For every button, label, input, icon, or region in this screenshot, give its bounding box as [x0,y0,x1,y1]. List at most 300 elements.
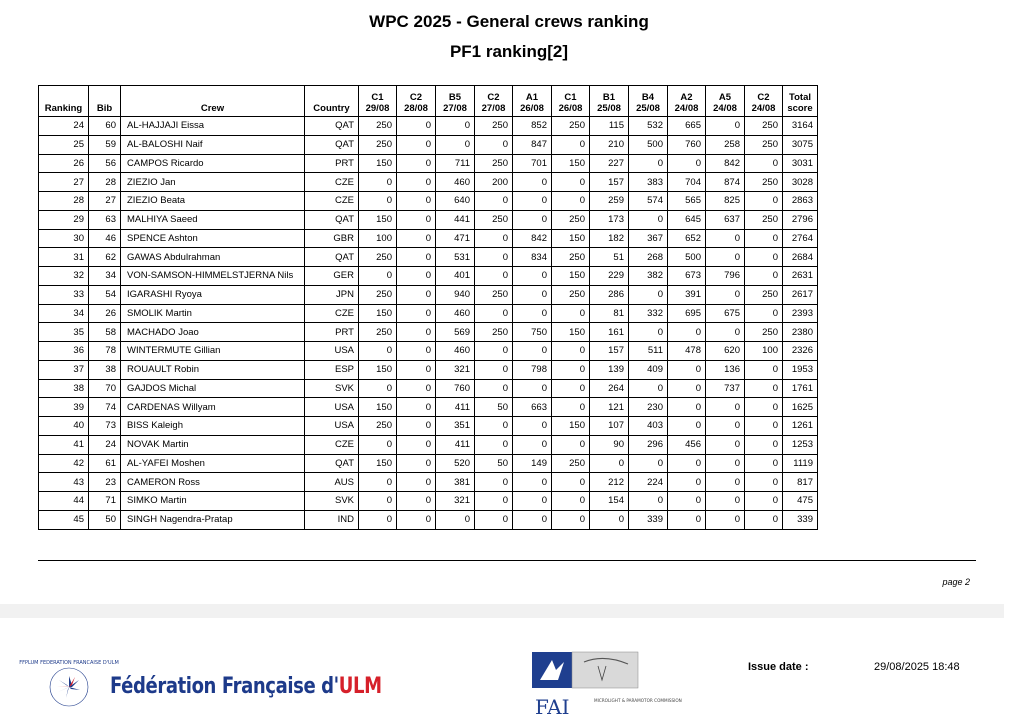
table-cell: 0 [552,473,590,492]
table-cell: 737 [706,379,745,398]
table-cell: 200 [475,173,513,192]
table-cell: QAT [305,117,359,136]
table-cell: 0 [397,323,436,342]
table-cell: 0 [359,473,397,492]
table-cell: GAWAS Abdulrahman [121,248,305,267]
table-cell: 0 [397,154,436,173]
table-cell: 250 [359,323,397,342]
table-cell: 663 [513,398,552,417]
table-cell: 0 [475,379,513,398]
table-cell: 0 [668,154,706,173]
table-cell: 1953 [783,360,818,379]
table-cell: 0 [668,398,706,417]
table-cell: 78 [89,342,121,361]
table-cell: 0 [397,492,436,511]
table-cell: 0 [668,360,706,379]
table-cell: IND [305,510,359,529]
table-cell: 511 [629,342,668,361]
table-cell: 286 [590,285,629,304]
table-cell: 0 [706,492,745,511]
table-cell: 0 [706,229,745,248]
column-header-line1: B4 [641,92,655,103]
column-header-line2: 27/08 [443,103,467,114]
column-header-line1: C2 [757,92,770,103]
column-header [629,86,668,117]
table-cell: 58 [89,323,121,342]
table-cell: 107 [590,417,629,436]
fai-logo-icon [532,652,682,719]
table-cell: 26 [39,154,89,173]
table-cell: SPENCE Ashton [121,229,305,248]
table-cell: 403 [629,417,668,436]
table-cell: 381 [436,473,475,492]
table-cell: 28 [39,192,89,211]
table-cell: 50 [89,510,121,529]
table-cell: 0 [552,435,590,454]
table-cell: CAMPOS Ricardo [121,154,305,173]
table-cell: 150 [359,398,397,417]
column-header-line1: Crew [200,103,225,114]
table-cell: 0 [668,323,706,342]
column-header [475,86,513,117]
table-cell: 1253 [783,435,818,454]
table-cell: USA [305,398,359,417]
table-cell: 212 [590,473,629,492]
table-cell: 0 [629,210,668,229]
issue-date-value: 29/08/2025 18:48 [874,661,960,673]
table-cell: 842 [513,229,552,248]
table-cell: 150 [359,454,397,473]
column-header-line2: 29/08 [365,103,390,114]
page-footer [0,618,1004,722]
table-cell: 250 [475,285,513,304]
table-cell: IGARASHI Ryoya [121,285,305,304]
column-header-line1: C1 [371,92,384,103]
table-cell: 250 [359,285,397,304]
table-cell: 56 [89,154,121,173]
table-row [39,323,818,342]
table-row [39,417,818,436]
table-cell: 42 [39,454,89,473]
column-header-line2: 26/08 [520,103,544,114]
table-cell: 798 [513,360,552,379]
table-cell: GBR [305,229,359,248]
table-cell: 250 [359,117,397,136]
table-cell: 230 [629,398,668,417]
table-cell: 0 [745,360,783,379]
table-cell: 383 [629,173,668,192]
table-row [39,435,818,454]
table-cell: 0 [513,435,552,454]
table-cell: 73 [89,417,121,436]
table-cell: 74 [89,398,121,417]
table-cell: 0 [475,267,513,286]
header-row [39,86,818,117]
table-cell: 847 [513,135,552,154]
table-cell: 0 [475,510,513,529]
table-cell: QAT [305,135,359,154]
table-cell: 0 [513,342,552,361]
table-cell: 500 [668,248,706,267]
table-cell: 0 [436,135,475,154]
ffplum-logo-icon [19,656,119,718]
table-cell: 1625 [783,398,818,417]
table-cell: 321 [436,360,475,379]
table-cell: 0 [745,304,783,323]
table-cell: 44 [39,492,89,511]
table-cell: 250 [359,248,397,267]
table-row [39,117,818,136]
table-cell: 0 [397,267,436,286]
table-cell: 3031 [783,154,818,173]
table-cell: 250 [745,323,783,342]
table-cell: 695 [668,304,706,323]
table-cell: 250 [475,210,513,229]
table-cell: 0 [745,154,783,173]
table-body [39,117,818,530]
table-cell: 268 [629,248,668,267]
table-cell: 367 [629,229,668,248]
table-cell: 475 [783,492,818,511]
table-cell: 61 [89,454,121,473]
table-cell: 0 [745,267,783,286]
table-cell: 382 [629,267,668,286]
table-cell: 0 [552,492,590,511]
table-cell: 0 [513,285,552,304]
table-cell: 150 [359,154,397,173]
table-cell: 0 [513,473,552,492]
table-cell: ZIEZIO Jan [121,173,305,192]
table-row [39,454,818,473]
table-cell: 250 [552,285,590,304]
table-cell: 0 [397,173,436,192]
table-cell: 59 [89,135,121,154]
table-cell: 250 [552,248,590,267]
table-cell: 339 [783,510,818,529]
column-header-line2: 27/08 [481,103,506,114]
table-cell: 0 [629,154,668,173]
table-cell: 0 [513,510,552,529]
table-cell: 70 [89,379,121,398]
column-header-line1: Ranking [44,103,83,114]
table-cell: GER [305,267,359,286]
table-cell: 0 [475,492,513,511]
table-cell: SINGH Nagendra-Pratap [121,510,305,529]
table-row [39,473,818,492]
table-cell: AL-HAJJAJI Eissa [121,117,305,136]
table-cell: 701 [513,154,552,173]
table-cell: 0 [513,417,552,436]
table-cell: 0 [629,379,668,398]
table-cell: 139 [590,360,629,379]
table-cell: 3028 [783,173,818,192]
table-cell: 37 [39,360,89,379]
column-header [590,86,629,117]
column-header [552,86,590,117]
ranking-table [38,85,818,530]
table-cell: 391 [668,285,706,304]
table-cell: 874 [706,173,745,192]
column-header [783,86,818,117]
table-cell: 620 [706,342,745,361]
table-cell: USA [305,417,359,436]
table-cell: 0 [513,173,552,192]
table-cell: 250 [745,117,783,136]
table-cell: 0 [359,510,397,529]
table-cell: 2617 [783,285,818,304]
table-cell: 0 [475,135,513,154]
table-cell: 0 [397,360,436,379]
table-row [39,192,818,211]
table-cell: 33 [39,285,89,304]
table-cell: 81 [590,304,629,323]
column-header-line2: 26/08 [558,103,583,114]
table-cell: 38 [39,379,89,398]
table-cell: 834 [513,248,552,267]
table-cell: ESP [305,360,359,379]
column-header [436,86,475,117]
table-cell: 31 [39,248,89,267]
table-cell: 40 [39,417,89,436]
table-cell: SVK [305,492,359,511]
column-header-line1: Total [789,92,811,103]
table-cell: 30 [39,229,89,248]
table-cell: 150 [552,417,590,436]
table-cell: 0 [706,435,745,454]
column-header [121,86,305,117]
table-cell: 940 [436,285,475,304]
table-cell: 27 [39,173,89,192]
table-cell: 0 [668,510,706,529]
table-cell: 0 [475,435,513,454]
table-cell: 0 [397,435,436,454]
table-cell: 23 [89,473,121,492]
table-cell: 652 [668,229,706,248]
table-cell: BISS Kaleigh [121,417,305,436]
table-cell: 704 [668,173,706,192]
table-cell: 0 [668,473,706,492]
table-row [39,304,818,323]
table-cell: SIMKO Martin [121,492,305,511]
table-cell: 150 [359,210,397,229]
table-cell: 0 [629,323,668,342]
page-subtitle: PF1 ranking[2] [449,42,569,61]
table-cell: CAMERON Ross [121,473,305,492]
table-cell: 0 [745,510,783,529]
table-cell: 38 [89,360,121,379]
table-cell: 0 [397,229,436,248]
table-cell: 250 [359,135,397,154]
table-cell: VON-SAMSON-HIMMELSTJERNA Nils [121,267,305,286]
table-cell: 0 [475,473,513,492]
table-cell: CZE [305,192,359,211]
table-cell: 224 [629,473,668,492]
column-header-line1: B5 [448,92,462,103]
table-cell: 0 [706,285,745,304]
table-cell: 150 [552,323,590,342]
table-cell: 150 [552,267,590,286]
table-cell: JPN [305,285,359,304]
table-cell: 26 [89,304,121,323]
table-cell: 250 [745,135,783,154]
table-cell: 321 [436,492,475,511]
table-cell: 0 [745,229,783,248]
table-cell: MALHIYA Saeed [121,210,305,229]
table-cell: SVK [305,379,359,398]
column-header [359,86,397,117]
table-cell: 115 [590,117,629,136]
table-row [39,342,818,361]
table-cell: 0 [359,267,397,286]
column-header-line1: C2 [487,92,500,103]
footer-divider [38,560,976,561]
table-cell: 460 [436,342,475,361]
table-cell: 2796 [783,210,818,229]
table-cell: 161 [590,323,629,342]
column-header [305,86,359,117]
table-cell: 24 [89,435,121,454]
table-row [39,135,818,154]
table-cell: 250 [475,323,513,342]
column-header-line2: 24/08 [674,103,699,114]
table-cell: 0 [668,379,706,398]
table-cell: 0 [475,417,513,436]
table-cell: 0 [745,379,783,398]
table-cell: 45 [39,510,89,529]
table-cell: 532 [629,117,668,136]
issue-date-label: Issue date : [748,661,809,673]
table-cell: 645 [668,210,706,229]
table-cell: 0 [513,379,552,398]
table-cell: 441 [436,210,475,229]
table-cell: 0 [397,210,436,229]
table-cell: 0 [397,192,436,211]
table-cell: 0 [475,229,513,248]
table-cell: 2380 [783,323,818,342]
table-cell: 0 [552,173,590,192]
table-cell: 0 [745,248,783,267]
table-cell: 0 [397,398,436,417]
table-cell: 154 [590,492,629,511]
table-cell: 2326 [783,342,818,361]
table-cell: 471 [436,229,475,248]
table-row [39,248,818,267]
table-cell: 149 [513,454,552,473]
table-cell: 150 [359,304,397,323]
column-header-line2: 28/08 [404,103,428,114]
table-cell: 2684 [783,248,818,267]
column-header-line2: score [787,103,813,114]
table-cell: 100 [359,229,397,248]
table-cell: 50 [475,454,513,473]
table-cell: AL-YAFEI Moshen [121,454,305,473]
table-cell: 825 [706,192,745,211]
table-cell: 500 [629,135,668,154]
table-cell: ROUAULT Robin [121,360,305,379]
table-cell: 264 [590,379,629,398]
table-cell: 0 [475,248,513,267]
table-cell: 0 [513,192,552,211]
table-cell: 0 [552,342,590,361]
page-number: page 2 [942,577,970,587]
table-cell: 121 [590,398,629,417]
table-cell: WINTERMUTE Gillian [121,342,305,361]
fai-commission-text: MICROLIGHT & PARAMOTOR COMMISSION [594,698,682,703]
column-header-line1: B1 [602,92,616,103]
column-header-line2: 25/08 [597,103,621,114]
table-cell: ZIEZIO Beata [121,192,305,211]
table-cell: 0 [475,360,513,379]
table-cell: 227 [590,154,629,173]
column-header [706,86,745,117]
table-row [39,379,818,398]
table-cell: 0 [397,379,436,398]
table-cell: NOVAK Martin [121,435,305,454]
table-cell: 258 [706,135,745,154]
table-cell: 0 [706,417,745,436]
table-cell: 62 [89,248,121,267]
table-cell: AL-BALOSHI Naif [121,135,305,154]
table-cell: 0 [397,342,436,361]
table-cell: 259 [590,192,629,211]
table-cell: 0 [513,267,552,286]
table-cell: 520 [436,454,475,473]
table-cell: 0 [590,510,629,529]
column-header-line1: Bib [96,103,113,114]
table-cell: 150 [359,360,397,379]
table-cell: 637 [706,210,745,229]
table-cell: 0 [668,417,706,436]
table-cell: 0 [552,304,590,323]
table-cell: 35 [39,323,89,342]
table-cell: 46 [89,229,121,248]
table-cell: 760 [668,135,706,154]
table-cell: 0 [552,398,590,417]
table-cell: 531 [436,248,475,267]
table-cell: 2863 [783,192,818,211]
table-cell: 0 [397,248,436,267]
table-cell: 0 [397,510,436,529]
table-cell: 0 [475,342,513,361]
table-cell: 0 [706,510,745,529]
table-cell: 2764 [783,229,818,248]
table-cell: 50 [475,398,513,417]
table-cell: 51 [590,248,629,267]
column-header [745,86,783,117]
table-cell: 0 [629,454,668,473]
table-cell: 0 [397,473,436,492]
table-cell: 296 [629,435,668,454]
table-cell: 0 [552,510,590,529]
table-cell: 0 [359,192,397,211]
table-cell: 0 [552,192,590,211]
table-cell: 411 [436,398,475,417]
table-cell: 0 [706,248,745,267]
table-cell: 250 [552,454,590,473]
table-cell: PRT [305,154,359,173]
table-cell: 0 [397,285,436,304]
table-cell: 28 [89,173,121,192]
table-cell: 0 [629,492,668,511]
table-cell: 0 [706,323,745,342]
table-cell: CZE [305,304,359,323]
table-row [39,267,818,286]
table-cell: 478 [668,342,706,361]
table-cell: 460 [436,173,475,192]
table-cell: 0 [552,135,590,154]
table-cell: 842 [706,154,745,173]
table-cell: USA [305,342,359,361]
